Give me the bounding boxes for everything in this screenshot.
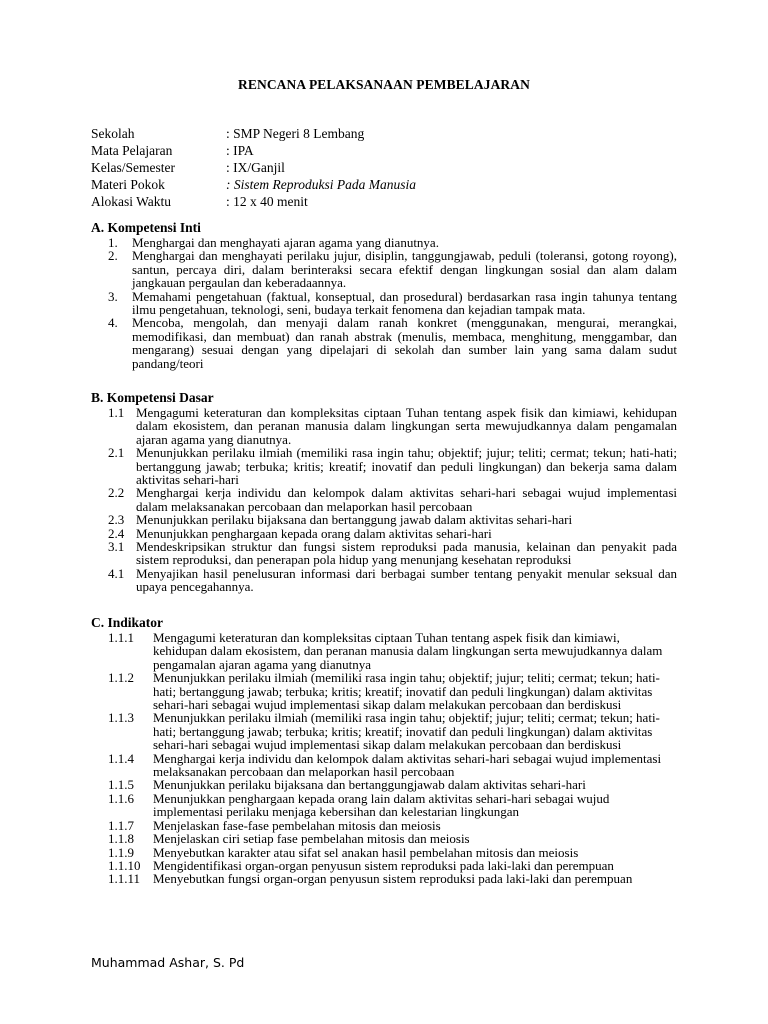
item-number: 1.1.2 — [108, 670, 134, 686]
identity-block — [91, 125, 416, 210]
item-number: 1.1.7 — [108, 817, 134, 833]
document-title: RENCANA PELAKSANAAN PEMBELAJARAN — [238, 77, 530, 92]
identity-key: Materi Pokok — [91, 177, 165, 192]
item-text: Menunjukkan perilaku ilmiah (memiliki rasa ingin tahu; objektif; jujur; teliti; cermat; tekun; hati-hati; bertanggung jawab; terbuka; kritis; kreatif; inovatif dan peduli lingkungan) dalam aktivitas sehari-hari sebagai wujud implementasi sikap dalam melakukan percobaan dan berdiskusi — [153, 710, 660, 753]
list-item — [91, 567, 677, 594]
list-item — [91, 540, 677, 567]
identity-value: : 12 x 40 menit — [226, 194, 308, 209]
section-heading: C. Indikator — [91, 615, 164, 630]
item-number: 2.2 — [108, 485, 125, 501]
item-number: 2.3 — [108, 512, 125, 528]
item-text: Memahami pengetahuan (faktual, konseptual, dan prosedural) berdasarkan rasa ingin tahunya tentang ilmu pengetahuan, teknologi, seni, budaya terkait fenomena dan kejadian tampak mata. — [132, 288, 677, 318]
list-item — [91, 752, 677, 779]
item-text: Mencoba, mengolah, dan menyaji dalam ranah konkret (menggunakan, mengurai, merangkai, memodifikasi, dan membuat) dan ranah abstrak (menulis, membaca, menghitung, menggambar, dan mengarang) sesuai dengan yang dipelajari di sekolah dan sumber lain yang sama dalam sudut pandang/teori — [132, 315, 677, 371]
item-number: 1. — [108, 235, 118, 250]
list-item — [91, 832, 677, 845]
identity-row-mapel — [91, 142, 416, 159]
section-indikator — [91, 615, 677, 886]
item-text: Menyebutkan karakter atau sifat sel anakan hasil pembelahan mitosis dan meiosis — [153, 844, 579, 860]
identity-value: : Sistem Reproduksi Pada Manusia — [226, 177, 416, 192]
list-item — [91, 671, 677, 711]
item-text: Menyebutkan fungsi organ-organ penyusun sistem reproduksi pada laki-laki dan perempuan — [153, 871, 633, 887]
item-number: 3. — [108, 288, 118, 304]
identity-key: Alokasi Waktu — [91, 194, 172, 209]
list-item — [91, 819, 677, 832]
item-number: 1.1.5 — [108, 777, 134, 793]
item-text: Menghargai dan menghayati ajaran agama yang dianutnya. — [132, 235, 439, 250]
identity-value: : SMP Negeri 8 Lembang — [226, 126, 365, 141]
section-heading: A. Kompetensi Inti — [91, 220, 201, 235]
identity-value: : IPA — [226, 143, 254, 158]
identity-key: Kelas/Semester — [91, 160, 175, 175]
item-text: Menjelaskan fase-fase pembelahan mitosis dan meiosis — [153, 817, 441, 833]
item-number: 4.1 — [108, 565, 125, 581]
section-kompetensi-inti — [91, 220, 677, 370]
list-item — [91, 513, 677, 526]
identity-row-kelas — [91, 159, 416, 176]
item-text: Menunjukkan penghargaan kepada orang dalam aktivitas sehari-hari — [136, 525, 492, 541]
item-text: Menghargai dan menghayati perilaku jujur, disiplin, tanggungjawab, peduli (toleransi, gotong royong), santun, percaya diri, dalam berinteraksi secara efektif dengan lingkungan sosial dan alam dalam jangkauan pergaulan dan keberadaannya. — [132, 248, 677, 291]
item-text: Menunjukkan perilaku ilmiah (memiliki rasa ingin tahu; objektif; jujur; teliti; cermat; tekun; hati-hati; bertanggung jawab; terbuka; kritis; kreatif; inovatif dan peduli lingkungan) dalam aktivitas sehari-hari sebagai wujud implementasi sikap dalam melakukan percobaan dan berdiskusi — [153, 670, 660, 713]
item-text: Menunjukkan perilaku bijaksana dan bertanggung jawab dalam aktivitas sehari-hari — [136, 512, 573, 528]
item-number: 1.1.8 — [108, 831, 134, 847]
item-number: 2. — [108, 248, 118, 264]
list-item — [91, 486, 677, 513]
list-item — [91, 792, 677, 819]
identity-row-sekolah — [91, 125, 416, 142]
list-item — [91, 846, 677, 859]
list-item — [91, 249, 677, 289]
list-item — [91, 778, 677, 791]
identity-key: Sekolah — [91, 126, 135, 141]
item-text: Mengagumi keteraturan dan kompleksitas ciptaan Tuhan tentang aspek fisik dan kimiawi, kehidupan dalam ekosistem, dan peranan manusia dalam lingkungan serta mewujudkannya dalam pengamalan ajaran agama yang dianutnya — [153, 630, 663, 672]
item-text: Menjelaskan ciri setiap fase pembelahan mitosis dan meiosis — [153, 831, 470, 847]
item-text: Menyajikan hasil penelusuran informasi dari berbagai sumber tentang penyakit menular seksual dan upaya pencegahannya. — [136, 565, 677, 595]
item-number: 1.1.9 — [108, 844, 134, 860]
identity-key: Mata Pelajaran — [91, 143, 173, 158]
item-number: 1.1.4 — [108, 750, 134, 766]
list-item — [91, 290, 677, 317]
list-item — [91, 446, 677, 486]
item-text: Menghargai kerja individu dan kelompok dalam aktivitas sehari-hari sebagai wujud implementasi dalam melaksanakan percobaan dan melaporkan hasil percobaan — [136, 485, 677, 514]
list-item — [91, 711, 677, 751]
item-number: 1.1.1 — [108, 630, 134, 645]
item-number: 1.1.3 — [108, 710, 134, 726]
section-kompetensi-dasar — [91, 390, 677, 594]
list-item — [91, 406, 677, 446]
item-text: Menunjukkan penghargaan kepada orang lain dalam aktivitas sehari-hari sebagai wujud implementasi perilaku menjaga kebersihan dan kelestarian lingkungan — [153, 790, 610, 820]
identity-row-alokasi — [91, 193, 416, 210]
list-item — [91, 872, 677, 885]
list-item — [91, 859, 677, 872]
identity-row-materi — [91, 176, 416, 193]
item-number: 3.1 — [108, 539, 125, 555]
item-number: 2.1 — [108, 445, 125, 461]
identity-value: : IX/Ganjil — [226, 160, 285, 175]
item-text: Mengagumi keteraturan dan kompleksitas ciptaan Tuhan tentang aspek fisik dan kimiawi, kehidupan dalam ekosistem, dan peranan manusia dalam lingkungan serta mewujudkannya dalam pengamalan ajaran agama yang dianutnya. — [136, 405, 677, 447]
list-item — [91, 316, 677, 370]
list-item — [91, 527, 677, 540]
item-text: Mengidentifikasi organ-organ penyusun sistem reproduksi pada laki-laki dan perempuan — [153, 857, 614, 873]
item-text: Menunjukkan perilaku ilmiah (memiliki rasa ingin tahu; objektif; jujur; teliti; cermat; tekun; hati-hati; bertanggung jawab; terbuka; kritis; kreatif; inovatif dan peduli lingkungan) dan bekerja sama dalam aktivitas sehari-hari — [136, 445, 677, 488]
item-number: 1.1.11 — [108, 871, 141, 887]
item-number: 1.1.10 — [108, 857, 141, 873]
section-heading: B. Kompetensi Dasar — [91, 390, 214, 405]
footer-author: Muhammad Ashar, S. Pd — [91, 955, 245, 970]
item-number: 2.4 — [108, 525, 125, 541]
item-number: 1.1.6 — [108, 790, 134, 806]
list-item — [91, 631, 677, 671]
item-text: Menghargai kerja individu dan kelompok dalam aktivitas sehari-hari sebagai wujud implementasi melaksanakan percobaan dan melaporkan hasil percobaan — [153, 750, 662, 780]
item-number: 4. — [108, 315, 118, 331]
item-number: 1.1 — [108, 405, 125, 420]
list-item — [91, 236, 677, 249]
item-text: Mendeskripsikan struktur dan fungsi sistem reproduksi pada manusia, kelainan dan penyakit pada sistem reproduksi, dan penerapan pola hidup yang menunjang kesehatan reproduksi — [136, 539, 677, 568]
item-text: Menunjukkan perilaku bijaksana dan bertanggungjawab dalam aktivitas sehari-hari — [153, 777, 586, 793]
